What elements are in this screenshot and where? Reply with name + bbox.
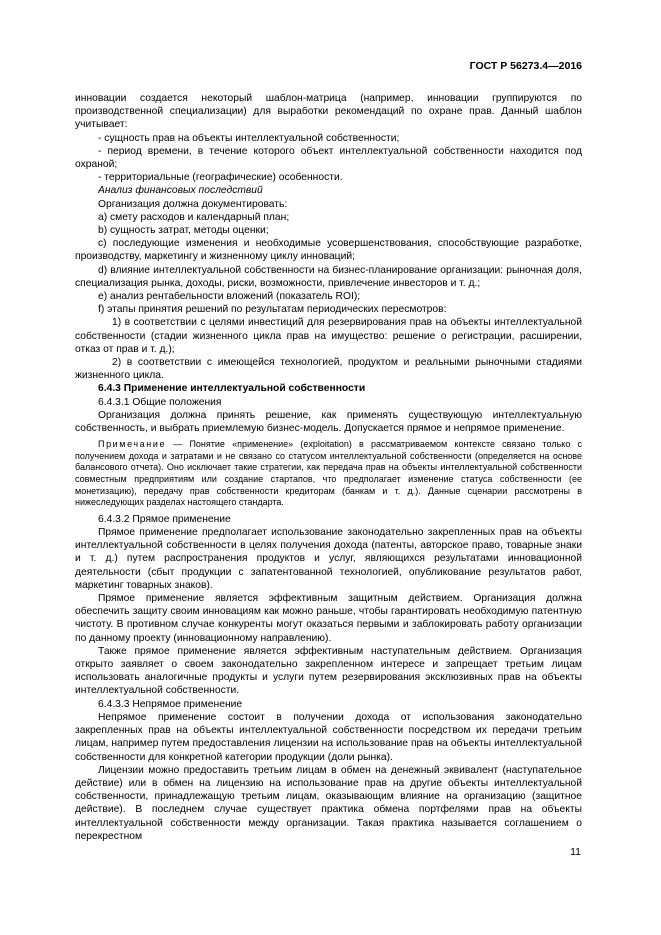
paragraph: Прямое применение предполагает использование законодательно закрепленных прав на объекты интеллектуальной собственности в целях получения дохода (патенты, авторское право, товарные знаки и т. д.) путем распространения продуктов и услуг, являющихся результатами инновационной деятельности (сбыт продукции с запатентованной технологией, опубликование результатов работ, маркетинг товарных знаков). (75, 527, 582, 591)
list-item: f) этапы принятия решений по результатам периодических пересмотров: (98, 304, 447, 316)
paragraph: Также прямое применение является эффективным наступательным действием. Организация открыто заявляет о своем законодательно закрепленном интересе и запрещает третьим лицам использовать аналогичные продукты и услуги путем резервирования эксклюзивных прав на объекты интеллектуальной собственности. (75, 645, 582, 697)
page-number: 11 (570, 846, 581, 858)
paragraph: Лицензии можно предоставить третьим лицам в обмен на денежный эквивалент (наступательное действие) или в обмен на лицензию на использование прав на другие объекты интеллектуальной собственности, принадлежащую третьим лицам, оказывающим влияние на организацию (защитное действие). В последнем случае существует практика обмена портфелями прав на объекты интеллектуальной собственности между организации. Такая практика называется соглашением о перекрестном (75, 764, 582, 842)
list-item: c) последующие изменения и необходимые усовершенствования, способствующие разработке, производству, маркетингу и жизненному циклу инноваций; (75, 238, 582, 263)
sub-list-item: 2) в соответствии с имеющейся технологией, продуктом и реальными рыночными стадиями жизненного цикла. (75, 357, 582, 382)
list-item: - территориальные (географические) особенности. (98, 172, 343, 184)
section-heading: 6.4.3 Применение интеллектуальной собственности (98, 383, 366, 395)
subsection-heading: 6.4.3.3 Непрямое применение (98, 698, 243, 710)
paragraph: Организация должна документировать: (98, 198, 288, 210)
document-header: ГОСТ Р 56273.4—2016 (469, 60, 582, 72)
list-item: e) анализ рентабельности вложений (показатель ROI); (98, 291, 361, 303)
sub-list-item: 1) в соответствии с целями инвестиций для резервирования прав на объекты интеллектуальной собственности (стадии жизненного цикла прав на имущество: решение о регистрации, расширении, отказ от прав и т. д.); (75, 317, 582, 355)
list-item: - сущность прав на объекты интеллектуальной собственности; (98, 132, 400, 144)
list-item: - период времени, в течение которого объект интеллектуальной собственности находится под охраной; (75, 145, 582, 171)
note-label: Примечание (98, 439, 167, 450)
list-item: b) сущность затрат, методы оценки; (98, 225, 269, 237)
paragraph: инновации создается некоторый шаблон-матрица (например, инновации группируются по производственной специализации) для выработки рекомендаций по охране прав. Данный шаблон учитывает: (75, 93, 582, 131)
document-body (75, 92, 582, 843)
paragraph: Организация должна принять решение, как применять существующую интеллектуальную собственность, и выбрать приемлемую бизнес-модель. Допускается прямое и непрямое применение. (75, 409, 582, 435)
list-item: a) смету расходов и календарный план; (98, 211, 290, 223)
subheading-financial: Анализ финансовых последствий (98, 185, 263, 197)
note (75, 439, 582, 509)
paragraph: Непрямое применение состоит в получении дохода от использования законодательно закрепленных прав на объекты интеллектуальной собственности посредством их передачи третьим лицам, например путем предоставления лицензии на использование прав на объекты интеллектуальной собственности для конкретной категории продукции (доли рынка). (75, 711, 582, 763)
list-item: d) влияние интеллектуальной собственности на бизнес-планирование организации: рыночная доля, специализация рынка, доходы, риски, возможности, привлечение инвесторов и т. д.; (75, 264, 582, 289)
note-text: — Понятие «применение» (exploitation) в рассматриваемом контексте связано только с получением дохода и затратами и не связано со статусом интеллектуальной собственности (определяется на основе балансового отчета). Оно исключает такие стратегии, как передача прав на объекты интеллектуальной собственности совместным предприятиям или создание стартапов, что предполагает изменение статуса собственности (ее монетизацию), передачу прав собственности кредиторам (банкам и т. д.). Данные сценарии рассмотрены в нижеследующих разделах настоящего стандарта. (75, 439, 582, 508)
subsection-heading: 6.4.3.1 Общие положения (98, 396, 222, 408)
paragraph: Прямое применение является эффективным защитным действием. Организация должна обеспечить защиту своим инновациям как можно раньше, чтобы гарантировать необходимую патентную чистоту. В противном случае конкуренты могут оказаться первыми и заблокировать работу организации по данному проекту (инновационному направлению). (75, 593, 582, 644)
subsection-heading: 6.4.3.2 Прямое применение (98, 513, 231, 525)
